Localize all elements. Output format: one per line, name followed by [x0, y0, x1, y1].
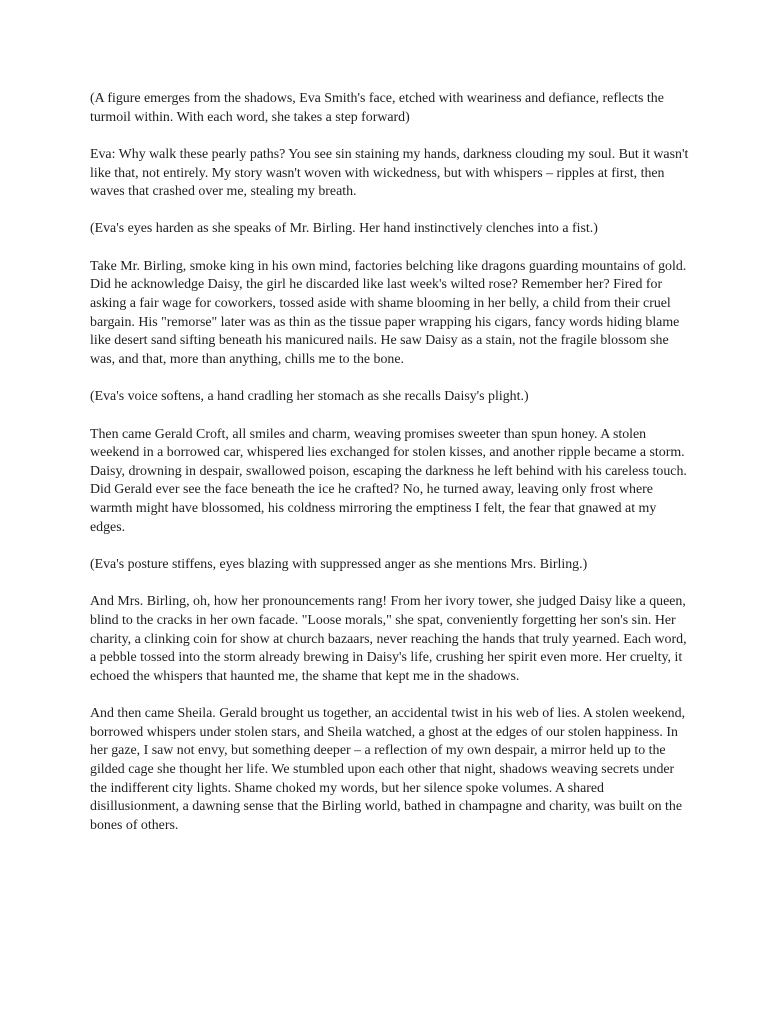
stage-direction-birling: (Eva's eyes harden as she speaks of Mr. Birling. Her hand instinctively clenches into a fist.) [90, 221, 598, 237]
stage-direction-intro: (A figure emerges from the shadows, Eva Smith's face, etched with weariness and defiance, reflects the turmoil within. With each word, she takes a step forward) [90, 91, 664, 125]
stage-direction-mrs-birling: (Eva's posture stiffens, eyes blazing with suppressed anger as she mentions Mrs. Birling.) [90, 557, 588, 573]
speech-mrs-birling: And Mrs. Birling, oh, how her pronouncements rang! From her ivory tower, she judged Daisy like a queen, blind to the cracks in her own facade. "Loose morals," she spat, conveniently forgetting her son's sin. Her charity, a clinking coin for show at church bazaars, never reaching the hands that truly yearned. Each word, a pebble tossed into the storm already brewing in Daisy's life, crushing her spirit even more. Her cruelty, it echoed the whispers that haunted me, the shame that kept me in the shadows. [90, 594, 687, 684]
document-page [90, 90, 690, 854]
speech-gerald-croft: Then came Gerald Croft, all smiles and charm, weaving promises sweeter than spun honey. A stolen weekend in a borrowed car, whispered lies exchanged for stolen kisses, and another ripple became a storm. Daisy, drowning in despair, swallowed poison, escaping the darkness he left behind with his careless touch. Did Gerald ever see the face beneath the ice he crafted? No, he turned away, leaving only frost where warmth might have blossomed, his coldness mirroring the emptiness I felt, the fear that gnawed at my edges. [90, 426, 687, 535]
speech-sheila: And then came Sheila. Gerald brought us together, an accidental twist in his web of lies. A stolen weekend, borrowed whispers under stolen stars, and Sheila watched, a ghost at the edges of our stolen happiness. In her gaze, I saw not envy, but something deeper – a reflection of my own despair, a mirror held up to the gilded cage she thought her life. We stumbled upon each other that night, shadows weaving secrets under the indifferent city lights. Shame choked my words, but her silence spoke volumes. A shared disillusionment, a dawning sense that the Birling world, bathed in champagne and charity, was built on the bones of others. [90, 706, 686, 834]
eva-opening-speech: Eva: Why walk these pearly paths? You see sin staining my hands, darkness clouding my soul. But it wasn't like that, not entirely. My story wasn't woven with wickedness, but with whispers – ripples at first, then waves that crashed over me, stealing my breath. [90, 146, 689, 200]
stage-direction-softens: (Eva's voice softens, a hand cradling her stomach as she recalls Daisy's plight.) [90, 389, 529, 405]
speech-mr-birling: Take Mr. Birling, smoke king in his own mind, factories belching like dragons guarding mountains of gold. Did he acknowledge Daisy, the girl he discarded like last week's wilted rose? Remember her? Fired for asking a fair wage for coworkers, tossed aside with shame blooming in her belly, a child from their cruel bargain. His "remorse" later was as thin as the tissue paper wrapping his cigars, fancy words hiding blame like desert sand sifting beneath his manicured nails. He saw Daisy as a stain, not the fragile blossom she was, and that, more than anything, chills me to the bone. [90, 258, 687, 367]
